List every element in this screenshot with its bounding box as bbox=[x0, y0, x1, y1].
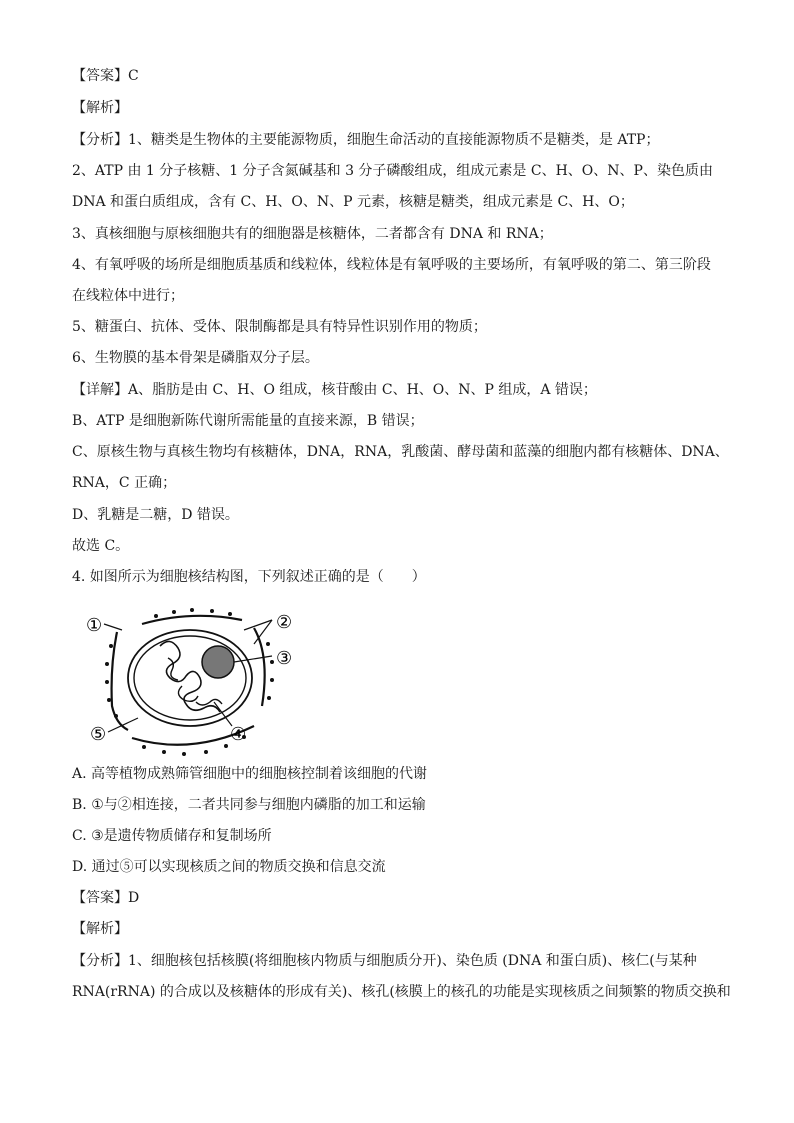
question-stem: 4. 如图所示为细胞核结构图，下列叙述正确的是（ ） bbox=[72, 569, 426, 585]
text-line: 在线粒体中进行； bbox=[72, 288, 184, 304]
label-1: ① bbox=[86, 615, 103, 636]
text-line: 故选 C。 bbox=[72, 538, 130, 554]
text-line: 2、ATP 由 1 分子核糖、1 分子含氮碱基和 3 分子磷酸组成，组成元素是 C、H、O、N、P、染色质由 bbox=[72, 163, 713, 179]
answer-line: 【答案】D bbox=[72, 890, 140, 906]
label-4: ④ bbox=[230, 724, 247, 745]
text-line: 【分析】1、细胞核包括核膜(将细胞核内物质与细胞质分开)、染色质 (DNA 和蛋白质)、核仁(与某种 bbox=[72, 953, 697, 969]
cell-nucleus-diagram bbox=[72, 606, 312, 756]
text-line: 5、糖蛋白、抗体、受体、限制酶都是具有特异性识别作用的物质； bbox=[72, 319, 487, 335]
answer-line: 【答案】C bbox=[72, 68, 139, 84]
text-line: 4、有氧呼吸的场所是细胞质基质和线粒体，线粒体是有氧呼吸的主要场所，有氧呼吸的第二、第三阶段 bbox=[72, 257, 711, 273]
label-3: ③ bbox=[276, 648, 293, 669]
analysis-heading: 【解析】 bbox=[72, 921, 128, 937]
option-b: B. ①与②相连接，二者共同参与细胞内磷脂的加工和运输 bbox=[72, 797, 426, 813]
analysis-heading: 【解析】 bbox=[72, 100, 128, 116]
text-line: RNA(rRNA) 的合成以及核糖体的形成有关)、核孔(核膜上的核孔的功能是实现核质之间频繁的物质交换和 bbox=[72, 984, 731, 1000]
text-line: 3、真核细胞与原核细胞共有的细胞器是核糖体，二者都含有 DNA 和 RNA； bbox=[72, 226, 553, 242]
option-a: A. 高等植物成熟筛管细胞中的细胞核控制着该细胞的代谢 bbox=[72, 766, 428, 782]
option-c: C. ③是遗传物质储存和复制场所 bbox=[72, 828, 272, 844]
text-line: 【详解】A、脂肪是由 C、H、O 组成，核苷酸由 C、H、O、N、P 组成，A 错误； bbox=[72, 382, 597, 398]
option-d: D. 通过⑤可以实现核质之间的物质交换和信息交流 bbox=[72, 859, 386, 875]
label-5: ⑤ bbox=[90, 724, 107, 745]
text-line: 【分析】1、糖类是生物体的主要能源物质，细胞生命活动的直接能源物质不是糖类，是 ATP； bbox=[72, 132, 660, 148]
label-2: ② bbox=[276, 612, 293, 633]
text-line: D、乳糖是二糖，D 错误。 bbox=[72, 507, 239, 523]
text-line: DNA 和蛋白质组成，含有 C、H、O、N、P 元素，核糖是糖类，组成元素是 C、H、O； bbox=[72, 194, 634, 210]
text-line: RNA，C 正确； bbox=[72, 475, 177, 491]
text-line: B、ATP 是细胞新陈代谢所需能量的直接来源，B 错误； bbox=[72, 413, 424, 429]
text-line: 6、生物膜的基本骨架是磷脂双分子层。 bbox=[72, 350, 319, 366]
text-line: C、原核生物与真核生物均有核糖体，DNA，RNA，乳酸菌、酵母菌和蓝藻的细胞内都有核糖体、DNA、 bbox=[72, 444, 729, 460]
